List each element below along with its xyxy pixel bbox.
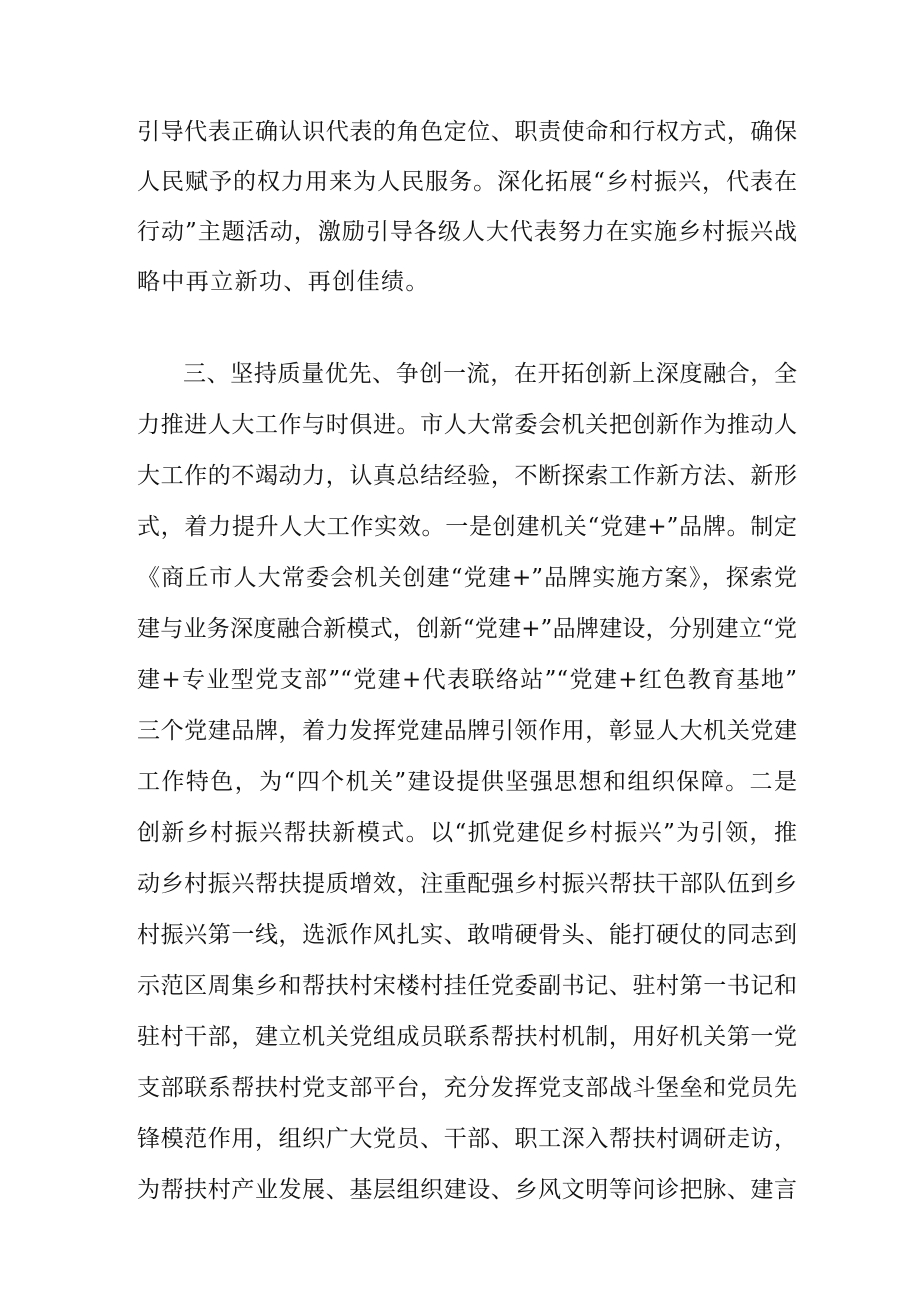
paragraph-2-line-16: 锋模范作用，组织广大党员、干部、职工深入帮扶村调研走访， xyxy=(137,1126,797,1152)
paragraph-2-line-12: 村振兴第一线，选派作风扎实、敢啃硬骨头、能打硬仗的同志到 xyxy=(137,922,797,948)
paragraph-2-line-9: 工作特色，为“四个机关”建设提供坚强思想和组织保障。二是 xyxy=(137,769,797,795)
paragraph-1-line-3: 行动”主题活动，激励引导各级人大代表努力在实施乡村振兴战 xyxy=(137,219,797,245)
paragraph-1-line-1: 引导代表正确认识代表的角色定位、职责使命和行权方式，确保 xyxy=(137,119,797,145)
paragraph-2-line-13: 示范区周集乡和帮扶村宋楼村挂任党委副书记、驻村第一书记和 xyxy=(137,973,797,999)
paragraph-1-line-4: 略中再立新功、再创佳绩。 xyxy=(137,269,430,295)
paragraph-2-line-4: 式，着力提升人大工作实效。一是创建机关“党建+”品牌。制定 xyxy=(137,514,797,540)
paragraph-2-line-14: 驻村干部，建立机关党组成员联系帮扶村机制，用好机关第一党 xyxy=(137,1024,797,1050)
paragraph-2-line-7: 建+专业型党支部”“党建+代表联络站”“党建+红色教育基地” xyxy=(137,667,797,693)
paragraph-2-line-11: 动乡村振兴帮扶提质增效，注重配强乡村振兴帮扶干部队伍到乡 xyxy=(137,871,797,897)
paragraph-2-line-17: 为帮扶村产业发展、基层组织建设、乡风文明等问诊把脉、建言 xyxy=(137,1177,797,1203)
paragraph-2-line-6: 建与业务深度融合新模式，创新“党建+”品牌建设，分别建立“党 xyxy=(137,616,797,642)
paragraph-2-line-15: 支部联系帮扶村党支部平台，充分发挥党支部战斗堡垒和党员先 xyxy=(137,1075,797,1101)
paragraph-1-line-2: 人民赋予的权力用来为人民服务。深化拓展“乡村振兴，代表在 xyxy=(137,169,797,195)
paragraph-2-line-3: 大工作的不竭动力，认真总结经验，不断探索工作新方法、新形 xyxy=(137,463,797,489)
paragraph-2-line-5: 《商丘市人大常委会机关创建“党建+”品牌实施方案》，探索党 xyxy=(137,565,797,591)
paragraph-2-line-8: 三个党建品牌，着力发挥党建品牌引领作用，彰显人大机关党建 xyxy=(137,718,797,744)
paragraph-2-line-1: 三、坚持质量优先、争创一流，在开拓创新上深度融合，全 xyxy=(183,361,797,387)
paragraph-2-line-2: 力推进人大工作与时俱进。市人大常委会机关把创新作为推动人 xyxy=(137,412,797,438)
paragraph-2-line-10: 创新乡村振兴帮扶新模式。以“抓党建促乡村振兴”为引领，推 xyxy=(137,820,797,846)
